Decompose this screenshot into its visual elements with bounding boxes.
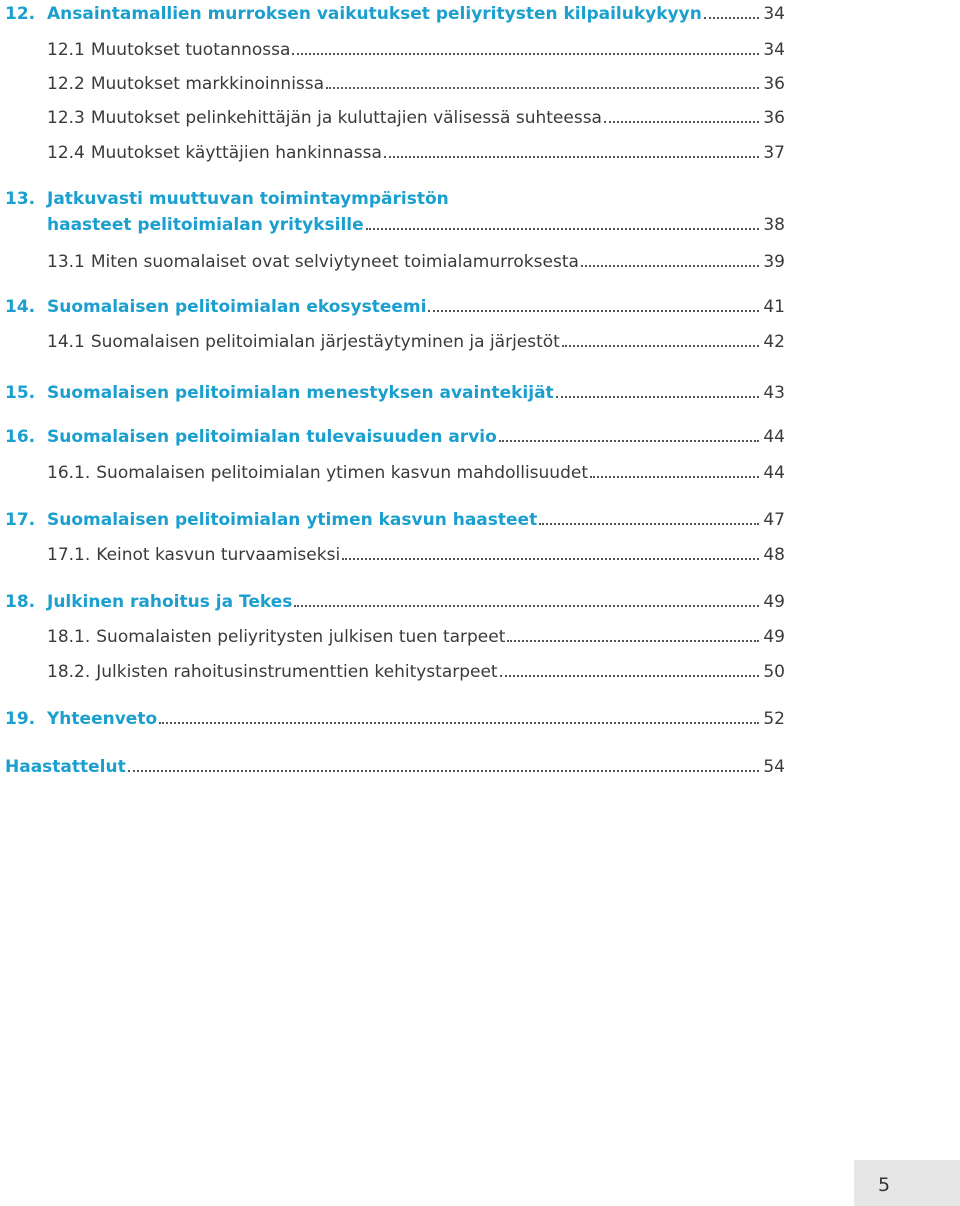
leader-dots <box>500 675 759 677</box>
leader-dots <box>428 310 759 312</box>
leader-dots <box>562 345 759 347</box>
leader-dots <box>159 722 759 724</box>
toc-entry-page: 52 <box>763 709 785 729</box>
toc-entry-title: Suomalaisen pelitoimialan ytimen kasvun haasteet <box>47 510 538 530</box>
leader-dots <box>556 396 759 398</box>
toc-entry-19[interactable] <box>5 709 785 729</box>
toc-entry-12[interactable] <box>5 4 785 24</box>
toc-entry-title: Suomalaisten peliyritysten julkisen tuen tarpeet <box>96 627 506 647</box>
toc-entry-title: Keinot kasvun turvaamiseksi <box>96 545 341 565</box>
toc-entry-13-line2[interactable] <box>5 215 785 235</box>
leader-dots <box>507 640 759 642</box>
toc-entry-13-1[interactable] <box>5 252 785 272</box>
toc-entry-page: 44 <box>763 427 785 447</box>
toc-entry-title: Muutokset markkinoinnissa <box>90 74 325 94</box>
toc-entry-number: 12. <box>5 4 36 24</box>
toc-entry-title: Ansaintamallien murroksen vaikutukset peliyritysten kilpailukykyyn <box>47 4 702 24</box>
page-number-box <box>854 1160 960 1206</box>
leader-dots <box>499 440 759 442</box>
toc-entry-page: 43 <box>763 383 785 403</box>
toc-entry-title: Julkinen rahoitus ja Tekes <box>47 592 293 612</box>
toc-entry-page: 37 <box>763 143 785 163</box>
toc-entry-number: 12.1 <box>47 40 85 60</box>
toc-entry-title: Suomalaisen pelitoimialan menestyksen avaintekijät <box>47 383 554 403</box>
toc-entry-page: 48 <box>763 545 785 565</box>
toc-entry-page: 54 <box>763 757 785 777</box>
toc-entry-12-3[interactable] <box>5 108 785 128</box>
toc-entry-title: Muutokset pelinkehittäjän ja kuluttajien välisessä suhteessa <box>90 108 602 128</box>
toc-entry-title: Yhteenveto <box>47 709 158 729</box>
leader-dots <box>581 265 759 267</box>
toc-entry-number: 12.3 <box>47 108 85 128</box>
toc-entry-title: Jatkuvasti muuttuvan toimintaympäristön <box>47 189 449 209</box>
toc-entry-title: Muutokset käyttäjien hankinnassa <box>90 143 382 163</box>
toc-entry-14-1[interactable] <box>5 332 785 352</box>
toc-entry-number: 18. <box>5 592 36 612</box>
leader-dots <box>342 558 759 560</box>
toc-entry-page: 47 <box>763 510 785 530</box>
toc-entry-16-1[interactable] <box>5 463 785 483</box>
toc-entry-16[interactable] <box>5 427 785 447</box>
toc-entry-page: 38 <box>763 215 785 235</box>
toc-entry-page: 36 <box>763 108 785 128</box>
toc-entry-12-4[interactable] <box>5 143 785 163</box>
toc-entry-number: 18.1. <box>47 627 91 647</box>
toc-entry-page: 41 <box>763 297 785 317</box>
toc-entry-13-line1[interactable] <box>5 189 785 209</box>
leader-dots <box>326 87 759 89</box>
toc-entry-title: Haastattelut <box>5 757 126 777</box>
leader-dots <box>294 605 759 607</box>
toc-entry-page: 34 <box>763 4 785 24</box>
leader-dots <box>292 53 759 55</box>
leader-dots <box>128 770 759 772</box>
leader-dots <box>590 476 759 478</box>
toc-entry-number: 16. <box>5 427 36 447</box>
toc-entry-page: 49 <box>763 592 785 612</box>
toc-entry-18-2[interactable] <box>5 662 785 682</box>
toc-entry-page: 49 <box>763 627 785 647</box>
toc-entry-18-1[interactable] <box>5 627 785 647</box>
toc-entry-page: 39 <box>763 252 785 272</box>
toc-entry-18[interactable] <box>5 592 785 612</box>
toc-entry-number: 14.1 <box>47 332 85 352</box>
toc-entry-page: 42 <box>763 332 785 352</box>
toc-entry-title: Miten suomalaiset ovat selviytyneet toimialamurroksesta <box>90 252 579 272</box>
toc-entry-number: 15. <box>5 383 36 403</box>
toc-entry-page: 34 <box>763 40 785 60</box>
leader-dots <box>366 228 759 230</box>
toc-entry-17-1[interactable] <box>5 545 785 565</box>
toc-entry-number: 18.2. <box>47 662 91 682</box>
toc-entry-title: Suomalaisen pelitoimialan tulevaisuuden arvio <box>47 427 497 447</box>
toc-entry-17[interactable] <box>5 510 785 530</box>
toc-entry-number: 13. <box>5 189 36 209</box>
leader-dots <box>604 121 759 123</box>
toc-entry-number: 17.1. <box>47 545 91 565</box>
leader-dots <box>384 156 759 158</box>
toc-entry-number: 16.1. <box>47 463 91 483</box>
toc-entry-page: 36 <box>763 74 785 94</box>
toc-entry-12-2[interactable] <box>5 74 785 94</box>
toc-entry-15[interactable] <box>5 383 785 403</box>
toc-entry-title: Julkisten rahoitusinstrumenttien kehitystarpeet <box>96 662 498 682</box>
toc-entry-number: 14. <box>5 297 36 317</box>
toc-entry-number: 19. <box>5 709 36 729</box>
toc-entry-page: 50 <box>763 662 785 682</box>
toc-entry-number: 13.1 <box>47 252 85 272</box>
toc-entry-number: 17. <box>5 510 36 530</box>
leader-dots <box>539 523 759 525</box>
toc-entry-14[interactable] <box>5 297 785 317</box>
leader-dots <box>704 17 759 19</box>
toc-entry-title: Suomalaisen pelitoimialan järjestäytyminen ja järjestöt <box>90 332 560 352</box>
toc-entry-haastattelut[interactable] <box>5 757 785 777</box>
toc-entry-title: Suomalaisen pelitoimialan ytimen kasvun mahdollisuudet <box>96 463 588 483</box>
toc-entry-title-continued: haasteet pelitoimialan yrityksille <box>47 215 364 235</box>
toc-entry-title: Muutokset tuotannossa <box>90 40 291 60</box>
toc-entry-page: 44 <box>763 463 785 483</box>
toc-entry-number: 12.4 <box>47 143 85 163</box>
page-number: 5 <box>878 1174 891 1196</box>
toc-entry-12-1[interactable] <box>5 40 785 60</box>
toc-entry-number: 12.2 <box>47 74 85 94</box>
toc-entry-title: Suomalaisen pelitoimialan ekosysteemi <box>47 297 427 317</box>
